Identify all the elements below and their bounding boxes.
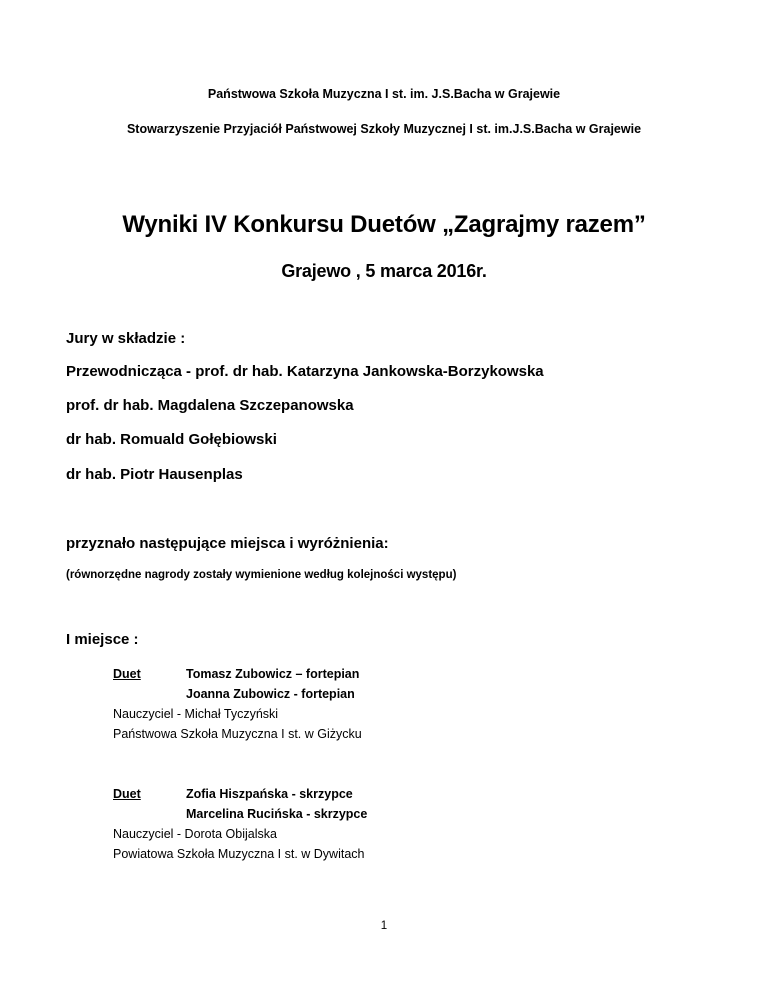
performer: Tomasz Zubowicz – fortepian	[186, 667, 360, 681]
school: Powiatowa Szkoła Muzyczna I st. w Dywitach	[113, 847, 365, 861]
header-school-name: Państwowa Szkoła Muzyczna I st. im. J.S.Bacha w Grajewie	[207, 87, 561, 101]
jury-heading: Jury w składzie :	[66, 330, 186, 347]
jury-member: prof. dr hab. Magdalena Szczepanowska	[66, 397, 354, 414]
jury-member: dr hab. Romuald Gołębiowski	[66, 431, 277, 448]
teacher: Nauczyciel - Michał Tyczyński	[113, 707, 279, 721]
duet-entry	[113, 664, 362, 744]
teacher: Nauczyciel - Dorota Obijalska	[113, 827, 277, 841]
first-place-heading: I miejsce :	[66, 631, 139, 648]
awards-intro: przyznało następujące miejsca i wyróżnienia:	[66, 535, 389, 552]
duet-entry	[113, 784, 368, 864]
page-subtitle: Grajewo , 5 marca 2016r.	[281, 261, 487, 281]
page-number: 1	[380, 920, 388, 932]
performer: Joanna Zubowicz - fortepian	[186, 687, 355, 701]
duet-label: Duet	[113, 667, 141, 681]
header-association-name: Stowarzyszenie Przyjaciół Państwowej Szkoły Muzycznej I st. im.J.S.Bacha w Grajewie	[126, 122, 642, 136]
page-title: Wyniki IV Konkursu Duetów „Zagrajmy razem”	[122, 211, 646, 238]
awards-note: (równorzędne nagrody zostały wymienione według kolejności występu)	[66, 569, 457, 581]
performer: Marcelina Rucińska - skrzypce	[186, 807, 368, 821]
duet-label: Duet	[113, 787, 141, 801]
performer: Zofia Hiszpańska - skrzypce	[186, 787, 353, 801]
jury-member: Przewodnicząca - prof. dr hab. Katarzyna Jankowska-Borzykowska	[66, 363, 544, 380]
school: Państwowa Szkoła Muzyczna I st. w Giżycku	[113, 727, 362, 741]
jury-member: dr hab. Piotr Hausenplas	[66, 466, 243, 483]
